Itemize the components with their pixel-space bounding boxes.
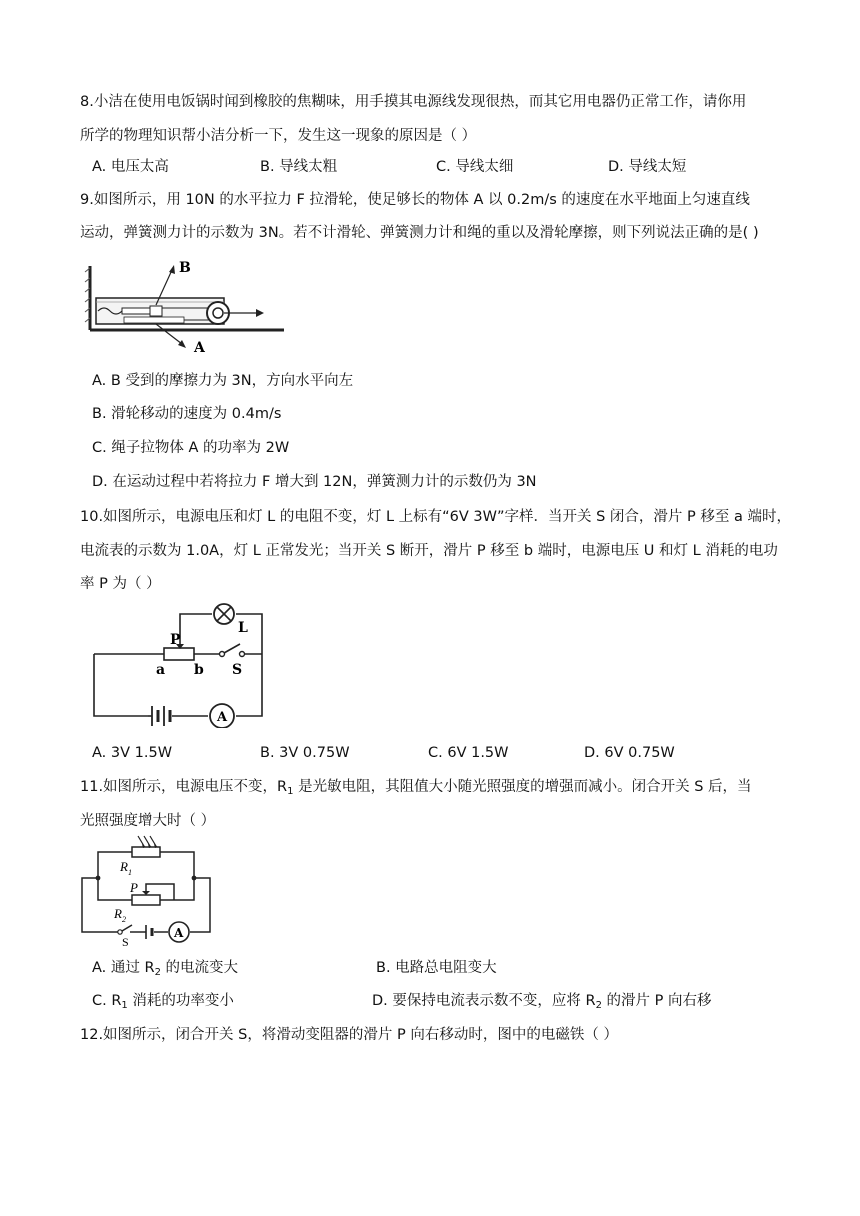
q9-option-b: B. 滑轮移动的速度为 0.4m/s bbox=[92, 406, 282, 422]
q10-option-c: C. 6V 1.5W bbox=[428, 745, 509, 761]
q9-label-b: B bbox=[179, 260, 191, 276]
q10-label-b: b bbox=[194, 662, 204, 678]
q10-stem-line2: 电流表的示数为 1.0A，灯 L 正常发光；当开关 S 断开，滑片 P 移至 b 端时，电源电压 U 和灯 L 消耗的电功 bbox=[80, 543, 778, 559]
q11-circuit-diagram bbox=[80, 834, 220, 948]
q8-stem-line2: 所学的物理知识帮小洁分析一下，发生这一现象的原因是（ ） bbox=[80, 128, 477, 144]
q12-stem-line1: 12.如图所示，闭合开关 S，将滑动变阻器的滑片 P 向右移动时，图中的电磁铁（ ） bbox=[80, 1027, 618, 1043]
q11-option-d: D. 要保持电流表示数不变，应将 $R_2$ 的滑片 P 向右移 bbox=[372, 993, 712, 1011]
q11-option-a: A. 通过 $R_2$ 的电流变大 bbox=[92, 960, 239, 978]
q8-option-a: A. 电压太高 bbox=[92, 159, 169, 175]
q10-label-p: P bbox=[170, 632, 181, 648]
q9-stem-line2: 运动，弹簧测力计的示数为 3N。若不计滑轮、弹簧测力计和绳的重以及滑轮摩擦，则下列说法正确的是( ) bbox=[80, 225, 759, 241]
q10-stem-line3: 率 P 为（ ） bbox=[80, 576, 161, 592]
q11-label-s: S bbox=[122, 935, 129, 948]
q9-option-d: D. 在运动过程中若将拉力 F 增大到 12N，弹簧测力计的示数仍为 3N bbox=[92, 474, 537, 490]
q11-option-b: B. 电路总电阻变大 bbox=[376, 960, 497, 976]
q10-circuit-diagram bbox=[88, 600, 268, 728]
q9-stem-line1: 9.如图所示，用 10N 的水平拉力 F 拉滑轮，使足够长的物体 A 以 0.2m/s 的速度在水平地面上匀速直线 bbox=[80, 192, 750, 208]
q11-label-r2: $R_2$ bbox=[114, 906, 126, 924]
q9-pulley-diagram bbox=[84, 258, 284, 358]
q10-label-l: L bbox=[238, 620, 248, 636]
q11-label-r1: $R_1$ bbox=[120, 859, 132, 877]
q9-option-c: C. 绳子拉物体 A 的功率为 2W bbox=[92, 440, 290, 456]
q10-stem-line1: 10.如图所示，电源电压和灯 L 的电阻不变，灯 L 上标有“6V 3W”字样．当开关 S 闭合，滑片 P 移至 a 端时， bbox=[80, 509, 791, 525]
q8-option-b: B. 导线太粗 bbox=[260, 159, 338, 175]
q11-stem-line1: 11.如图所示，电源电压不变，$R_1$ 是光敏电阻，其阻值大小随光照强度的增强而减小。闭合开关 S 后，当 bbox=[80, 779, 752, 797]
q11-label-p: P bbox=[130, 880, 138, 895]
q10-option-a: A. 3V 1.5W bbox=[92, 745, 173, 761]
q8-option-c: C. 导线太细 bbox=[436, 159, 514, 175]
q10-ammeter-label: A bbox=[217, 710, 228, 725]
q10-option-d: D. 6V 0.75W bbox=[584, 745, 675, 761]
q10-option-b: B. 3V 0.75W bbox=[260, 745, 350, 761]
q9-label-a: A bbox=[194, 340, 205, 356]
q10-label-a: a bbox=[156, 662, 166, 678]
q11-stem-line2: 光照强度增大时（ ） bbox=[80, 813, 216, 829]
q11-ammeter-label: A bbox=[174, 926, 184, 940]
q8-option-d: D. 导线太短 bbox=[608, 159, 687, 175]
q8-stem-line1: 8.小洁在使用电饭锅时闻到橡胶的焦糊味，用手摸其电源线发现很热，而其它用电器仍正常工作，请你用 bbox=[80, 94, 747, 110]
q10-label-s: S bbox=[232, 662, 243, 678]
q9-option-a: A. B 受到的摩擦力为 3N，方向水平向左 bbox=[92, 373, 354, 389]
q11-option-c: C. $R_1$ 消耗的功率变小 bbox=[92, 993, 234, 1011]
